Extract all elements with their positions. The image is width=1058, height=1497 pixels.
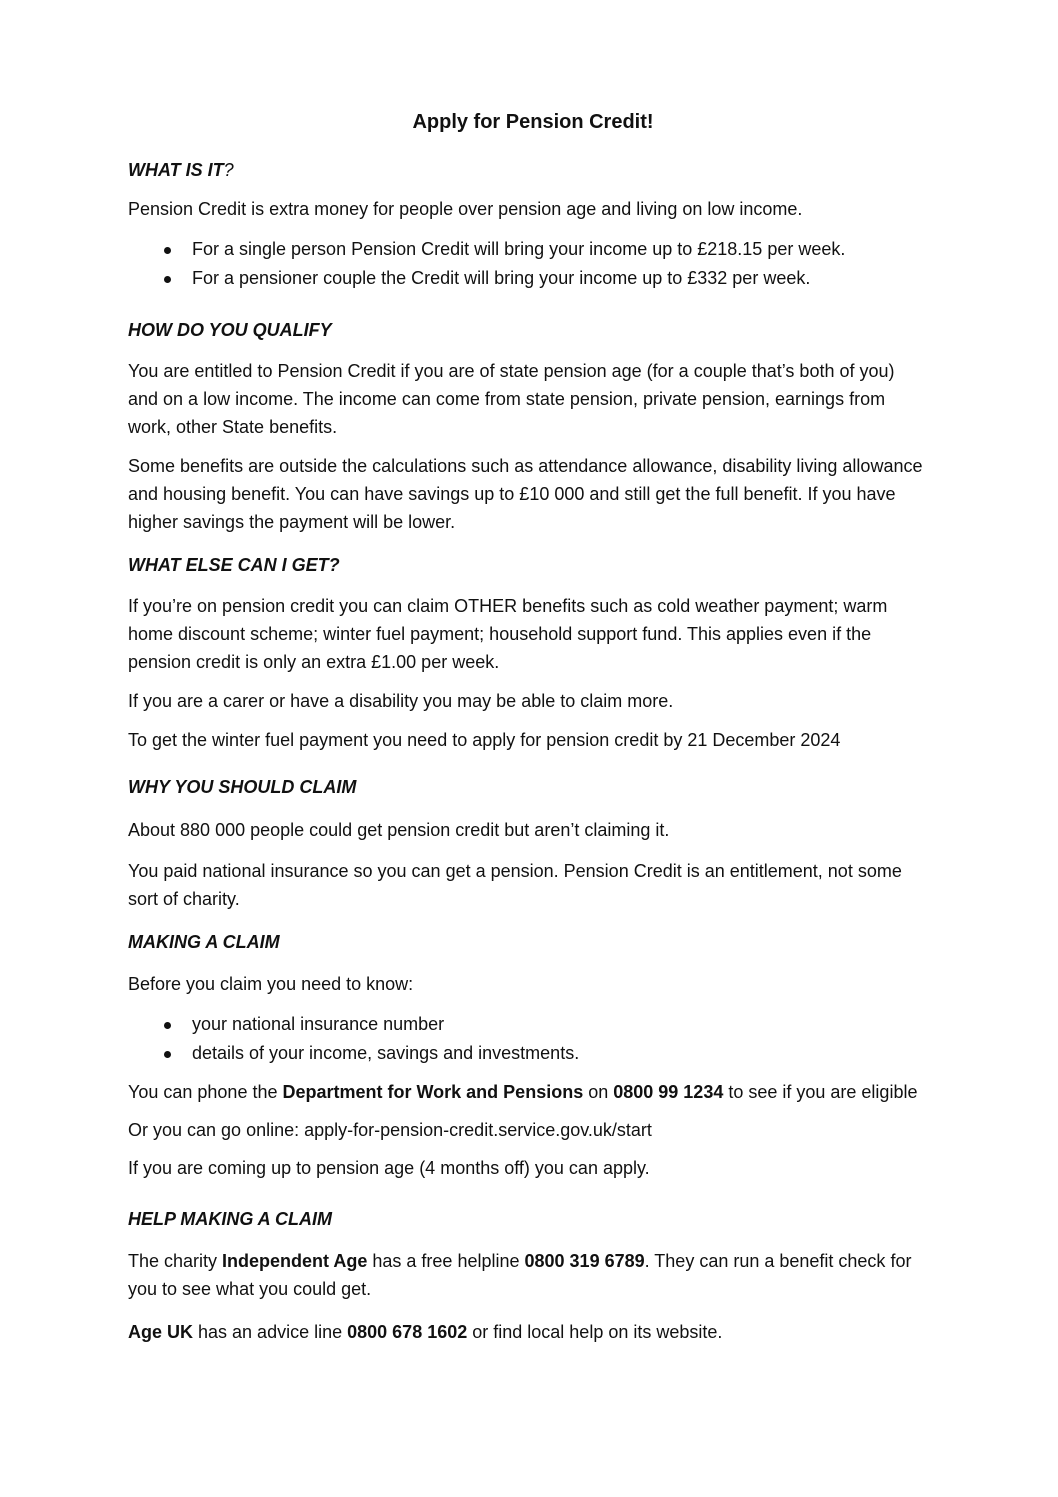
section-heading-making-claim: MAKING A CLAIM xyxy=(128,932,280,952)
text: to see if you are eligible xyxy=(723,1082,918,1102)
list-item: details of your income, savings and investments. xyxy=(128,1039,928,1068)
section-heading-help: HELP MAKING A CLAIM xyxy=(128,1209,332,1229)
text: has an advice line xyxy=(193,1322,348,1342)
else-paragraph-3: To get the winter fuel payment you need to apply for pension credit by 21 December 2024 xyxy=(128,730,841,750)
heading-text: WHAT IS IT xyxy=(128,160,224,180)
amount-list xyxy=(128,235,928,293)
what-is-it-intro: Pension Credit is extra money for people over pension age and living on low income. xyxy=(128,199,803,219)
text: The charity xyxy=(128,1251,223,1271)
why-paragraph-1: About 880 000 people could get pension credit but aren’t claiming it. xyxy=(128,820,670,840)
text: or find local help on its website. xyxy=(467,1322,723,1342)
list-item: For a pensioner couple the Credit will bring your income up to £332 per week. xyxy=(128,264,928,293)
dwp-phone-paragraph xyxy=(128,1078,928,1106)
text: has a free helpline xyxy=(367,1251,525,1271)
independent-age-phone-number: 0800 319 6789 xyxy=(524,1251,645,1271)
list-item: your national insurance number xyxy=(128,1010,928,1039)
document-body xyxy=(128,107,928,1346)
section-heading-what-else: WHAT ELSE CAN I GET? xyxy=(128,555,340,575)
text: on xyxy=(583,1082,614,1102)
page-title: Apply for Pension Credit! xyxy=(412,111,654,133)
else-paragraph-2: If you are a carer or have a disability you may be able to claim more. xyxy=(128,691,674,711)
heading-question-mark: ? xyxy=(223,160,234,180)
independent-age-paragraph xyxy=(128,1247,928,1303)
text: You can phone the xyxy=(128,1082,283,1102)
online-paragraph: Or you can go online: apply-for-pension-credit.service.gov.uk/start xyxy=(128,1120,652,1140)
text: . They can run a benefit check for you to see what you could get. xyxy=(128,1251,912,1299)
section-heading-why-claim: WHY YOU SHOULD CLAIM xyxy=(128,777,357,797)
section-heading-qualify: HOW DO YOU QUALIFY xyxy=(128,320,332,340)
pension-age-paragraph: If you are coming up to pension age (4 months off) you can apply. xyxy=(128,1158,650,1178)
age-uk-phone-number: 0800 678 1602 xyxy=(347,1322,468,1342)
else-paragraph-1: If you’re on pension credit you can claim OTHER benefits such as cold weather payment; warm home discount scheme; winter fuel payment; household support fund. This applies even if the pension credit is only an extra £1.00 per week. xyxy=(128,596,888,672)
qualify-paragraph-1: You are entitled to Pension Credit if you are of state pension age (for a couple that’s both of you) and on a low income. The income can come from state pension, private pension, earnings from work, other State benefits. xyxy=(128,361,895,437)
requirements-list xyxy=(128,1010,928,1068)
section-heading-what-is-it xyxy=(128,156,928,184)
qualify-paragraph-2: Some benefits are outside the calculations such as attendance allowance, disability living allowance and housing benefit. You can have savings up to £10 000 and still get the full benefit. If you have higher savings the payment will be lower. xyxy=(128,456,923,532)
age-uk-name: Age UK xyxy=(128,1322,194,1342)
dwp-phone-number: 0800 99 1234 xyxy=(613,1082,724,1102)
list-item: For a single person Pension Credit will bring your income up to £218.15 per week. xyxy=(128,235,928,264)
independent-age-name: Independent Age xyxy=(222,1251,368,1271)
age-uk-paragraph xyxy=(128,1318,928,1346)
making-intro: Before you claim you need to know: xyxy=(128,974,414,994)
why-paragraph-2: You paid national insurance so you can get a pension. Pension Credit is an entitlement, not some sort of charity. xyxy=(128,861,902,909)
dwp-name: Department for Work and Pensions xyxy=(282,1082,584,1102)
